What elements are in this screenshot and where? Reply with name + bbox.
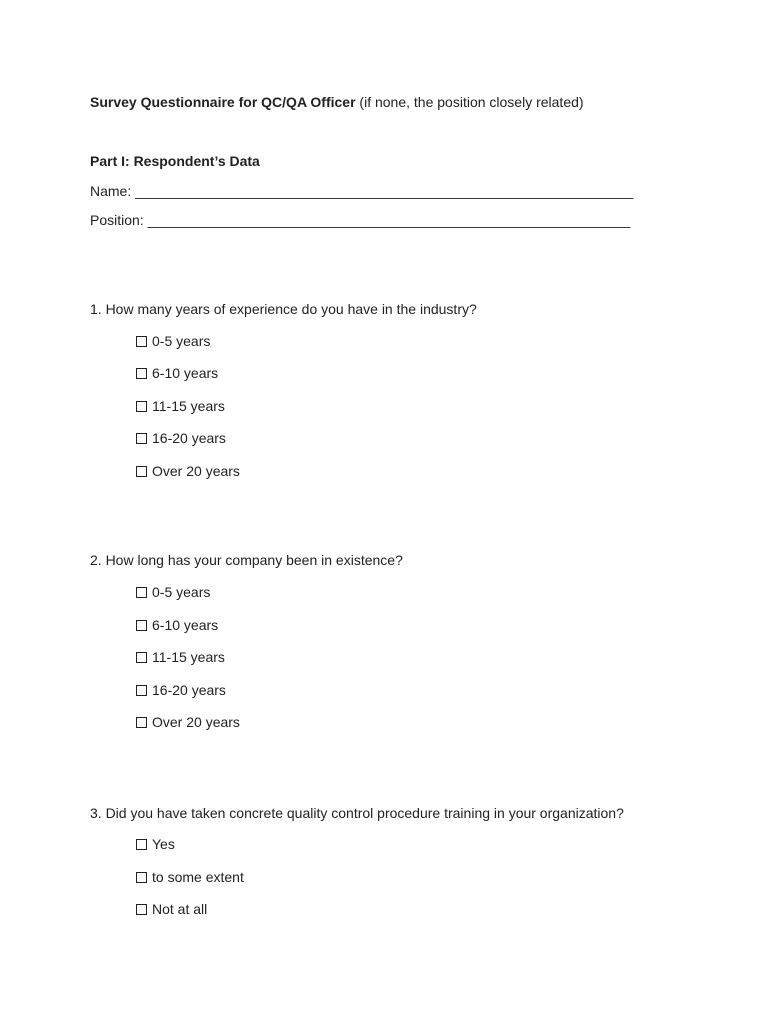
option[interactable] <box>136 681 226 699</box>
option-label: 0-5 years <box>152 333 211 349</box>
survey-title <box>90 93 584 111</box>
option-label: Over 20 years <box>152 463 240 479</box>
option[interactable] <box>136 397 225 415</box>
checkbox-icon[interactable] <box>136 433 147 444</box>
option-label: 16-20 years <box>152 682 226 698</box>
option-label: 6-10 years <box>152 365 219 381</box>
option[interactable] <box>136 900 207 918</box>
option-label: to some extent <box>152 869 244 885</box>
option-label: 16-20 years <box>152 430 226 446</box>
checkbox-icon[interactable] <box>136 904 147 915</box>
option-label: 6-10 years <box>152 617 219 633</box>
checkbox-icon[interactable] <box>136 839 147 850</box>
option[interactable] <box>136 332 210 350</box>
option[interactable] <box>136 364 218 382</box>
checkbox-icon[interactable] <box>136 717 147 728</box>
checkbox-icon[interactable] <box>136 368 147 379</box>
option[interactable] <box>136 868 244 886</box>
name-field[interactable]: Name: ________________________________________________________________ <box>90 183 634 199</box>
checkbox-icon[interactable] <box>136 587 147 598</box>
option[interactable] <box>136 462 240 480</box>
option[interactable] <box>136 429 226 447</box>
option[interactable] <box>136 648 225 666</box>
survey-title-bold: Survey Questionnaire for QC/QA Officer <box>90 94 356 110</box>
checkbox-icon[interactable] <box>136 652 147 663</box>
option-label: Yes <box>152 836 175 852</box>
option-label: Not at all <box>152 901 208 917</box>
checkbox-icon[interactable] <box>136 466 147 477</box>
question-3: 3. Did you have taken concrete quality control procedure training in your organization? <box>90 805 624 821</box>
position-field[interactable]: Position: ______________________________________________________________ <box>90 212 631 228</box>
question-1: 1. How many years of experience do you have in the industry? <box>90 301 477 317</box>
option[interactable] <box>136 713 240 731</box>
option-label: 0-5 years <box>152 584 211 600</box>
option-label: 11-15 years <box>152 398 225 414</box>
checkbox-icon[interactable] <box>136 336 147 347</box>
checkbox-icon[interactable] <box>136 872 147 883</box>
part-heading: Part I: Respondent’s Data <box>90 153 260 169</box>
question-2: 2. How long has your company been in existence? <box>90 552 403 568</box>
option-label: 11-15 years <box>152 649 225 665</box>
checkbox-icon[interactable] <box>136 401 147 412</box>
survey-title-note: (if none, the position closely related) <box>355 94 584 110</box>
checkbox-icon[interactable] <box>136 685 147 696</box>
option[interactable] <box>136 583 210 601</box>
option[interactable] <box>136 616 218 634</box>
option[interactable] <box>136 835 175 853</box>
checkbox-icon[interactable] <box>136 620 147 631</box>
option-label: Over 20 years <box>152 714 240 730</box>
